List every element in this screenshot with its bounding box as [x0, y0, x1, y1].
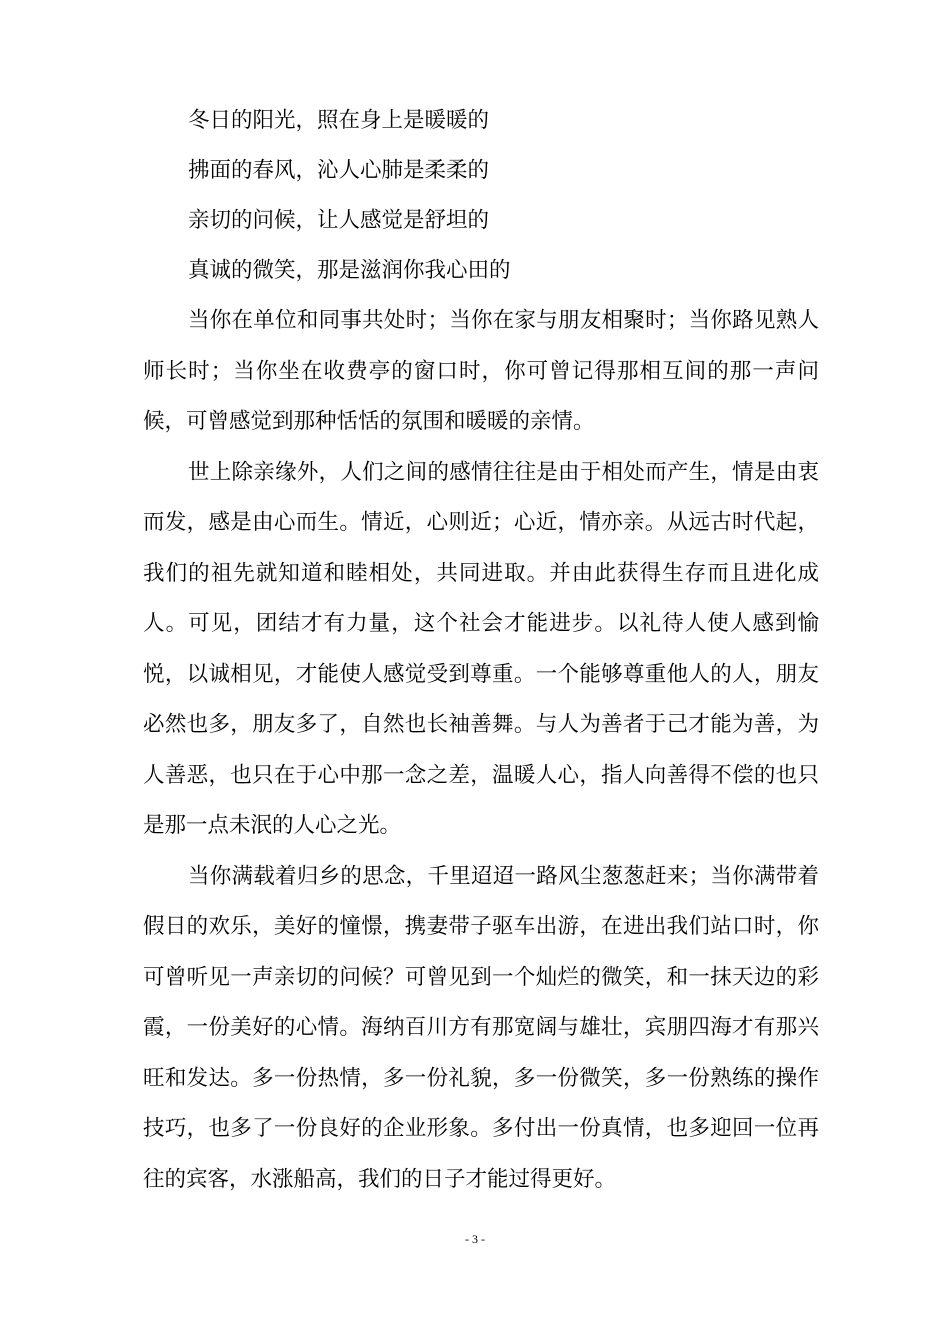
paragraph: 世上除亲缘外，人们之间的感情往往是由于相处而产生，情是由衷而发，感是由心而生。情近，心则近；心近，情亦亲。从远古时代起，我们的祖先就知道和睦相处，共同进取。并由此获得生存而且进化成人。可见，团结才有力量，这个社会才能进步。以礼待人使人感到愉悦，以诚相见，才能使人感觉受到尊重。一个能够尊重他人的人，朋友必然也多，朋友多了，自然也长袖善舞。与人为善者于己才能为善，为人善恶，也只在于心中那一念之差，温暖人心，指人向善得不偿的也只是那一点未泯的人心之光。 [143, 459, 819, 838]
poem-line: 冬日的阳光，照在身上是暖暖的 [188, 108, 490, 133]
paragraph: 当你在单位和同事共处时；当你在家与朋友相聚时；当你路见熟人师长时；当你坐在收费亭的窗口时，你可曾记得那相互间的那一声问候，可曾感觉到那种恬恬的氛围和暖暖的亲情。 [143, 308, 819, 434]
document-body [143, 96, 819, 1205]
poem-line: 真诚的微笑，那是滋润你我心田的 [188, 258, 511, 283]
poem-line: 亲切的问候，让人感觉是舒坦的 [188, 208, 490, 233]
poem-line: 拂面的春风，沁人心肺是柔柔的 [188, 158, 490, 183]
paragraph: 当你满载着归乡的思念，千里迢迢一路风尘葱葱赶来；当你满带着假日的欢乐，美好的憧憬，携妻带子驱车出游，在进出我们站口时，你可曾听见一声亲切的问候？可曾见到一个灿烂的微笑，和一抹天边的彩霞，一份美好的心情。海纳百川方有那宽阔与雄壮，宾朋四海才有那兴旺和发达。多一份热情，多一份礼貌，多一份微笑，多一份熟练的操作技巧，也多了一份良好的企业形象。多付出一份真情，也多迎回一位再往的宾客，水涨船高，我们的日子才能过得更好。 [143, 863, 819, 1192]
page-number: - 3 - [465, 1232, 485, 1246]
